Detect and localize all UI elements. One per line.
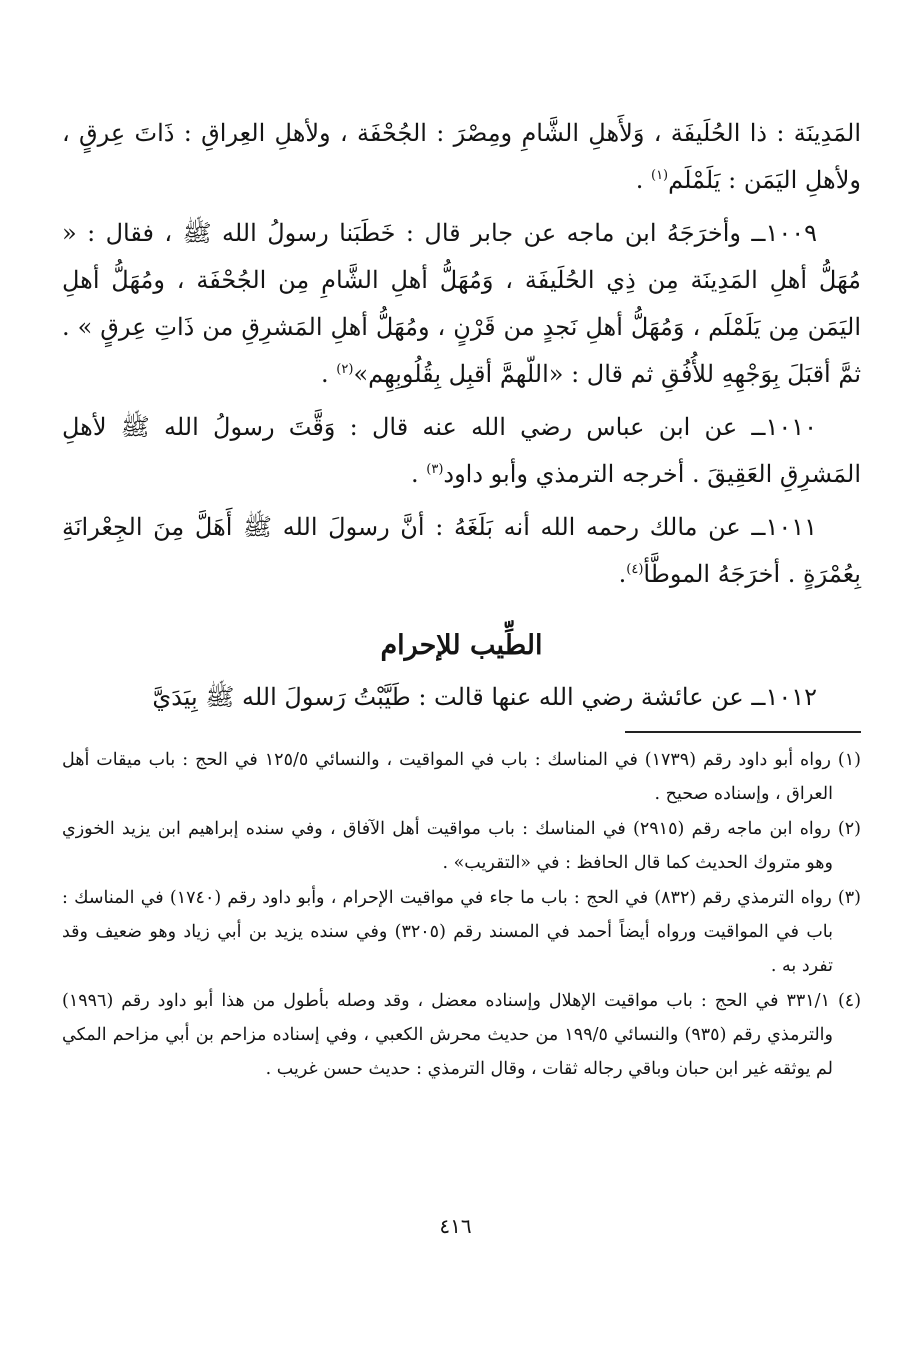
hadith-1010: ١٠١٠ــ عن ابن عباس رضي الله عنه قال : وَقَّتَ رسولُ الله ﷺ لأهلِ المَشرِقِ العَقِيقَ . أخرجه الترمذي وأبو داود$^{(٣)}$ .: [62, 413, 861, 488]
footnote-ref[interactable]: (٢): [336, 362, 354, 377]
section-title: الطِّيب للإحرام: [380, 630, 543, 661]
footnotes: [62, 743, 861, 1086]
paragraph-continuation: المَدِينَة : ذا الحُلَيفَة ، وَلأَهلِ الشَّامِ ومِصْرَ : الجُحْفَة ، ولأهلِ العِراقِ : ذَاتَ عِرقٍ ، ولأهلِ اليَمَن : يَلَمْلَم$^{(١)}$ .: [62, 119, 861, 194]
footnote-ref[interactable]: (٤): [626, 562, 644, 577]
hadith-1012: ١٠١٢ــ عن عائشة رضي الله عنها قالت : طَيَّبْتُ رَسولَ الله ﷺ بِيَدَيَّ: [152, 683, 817, 711]
page-number: ٤١٦: [439, 1214, 472, 1238]
hadith-1011: ١٠١١ــ عن مالك رحمه الله أنه بَلَغَهُ : أنَّ رسولَ الله ﷺ أَهَلَّ مِنَ الجِعْرانَةِ بِعُمْرَةٍ . أخرَجَهُ الموطَّأ$^{(٤)}$.: [62, 513, 861, 588]
hadith-1009: ١٠٠٩ــ وأخرَجَهُ ابن ماجه عن جابر قال : خَطَبَنا رسولُ الله ﷺ ، فقال : « مُهَلُّ أهلِ المَدِينَة مِن ذِي الحُلَيفَة ، وَمُهَلُّ أهلِ الشَّامِ مِن الجُحْفَة ، ومُهَلُّ أهلِ اليَمَن مِن يَلَمْلَم ، وَمُهَلُّ أهلِ نَجدٍ من قَرْنٍ ، ومُهَلُّ أهلِ المَشرِقِ من ذَاتِ عِرقٍ » . ثمَّ أقبَلَ بِوَجْهِهِ للأُفُقِ ثم قال : «اللّهمَّ أقبِل بِقُلُوبِهِم»$^{(٢)}$ .: [62, 219, 861, 388]
main-text: [62, 110, 861, 721]
footnote-3: (٣) رواه الترمذي رقم (٨٣٢) في الحج : باب ما جاء في مواقيت الإحرام ، وأبو داود رقم (١٧٤٠) في المناسك : باب في المواقيت ورواه أيضاً أحمد في المسند رقم (٣٢٠٥) وفي سنده يزيد بن أبي زياد وهو ضعيف وقد تفرد به .: [62, 888, 861, 976]
footnote-ref[interactable]: (٣): [426, 462, 444, 477]
footnote-4: (٤) ٣٣١/١ في الحج : باب مواقيت الإهلال وإسناده معضل ، وقد وصله بأطول من هذا أبو داود رقم (١٩٩٦) والترمذي رقم (٩٣٥) والنسائي ١٩٩/٥ من حديث محرش الكعبي ، وفي إسناده مزاحم بن أبي مزاحم المكي لم يوثقه غير ابن حبان وباقي رجاله ثقات ، وقال الترمذي : حديث حسن غريب .: [62, 991, 862, 1079]
footnote-ref[interactable]: (١): [650, 168, 669, 183]
footnote-2: (٢) رواه ابن ماجه رقم (٢٩١٥) في المناسك : باب مواقيت أهل الآفاق ، وفي سنده إبراهيم ابن يزيد الخوزي وهو متروك الحديث كما قال الحافظ : في «التقريب» .: [62, 819, 861, 873]
footnote-divider: [625, 731, 861, 733]
footnote-1: (١) رواه أبو داود رقم (١٧٣٩) في المناسك : باب في المواقيت ، والنسائي ١٢٥/٥ في الحج : باب ميقات أهل العراق ، وإسناده صحيح .: [62, 750, 861, 804]
